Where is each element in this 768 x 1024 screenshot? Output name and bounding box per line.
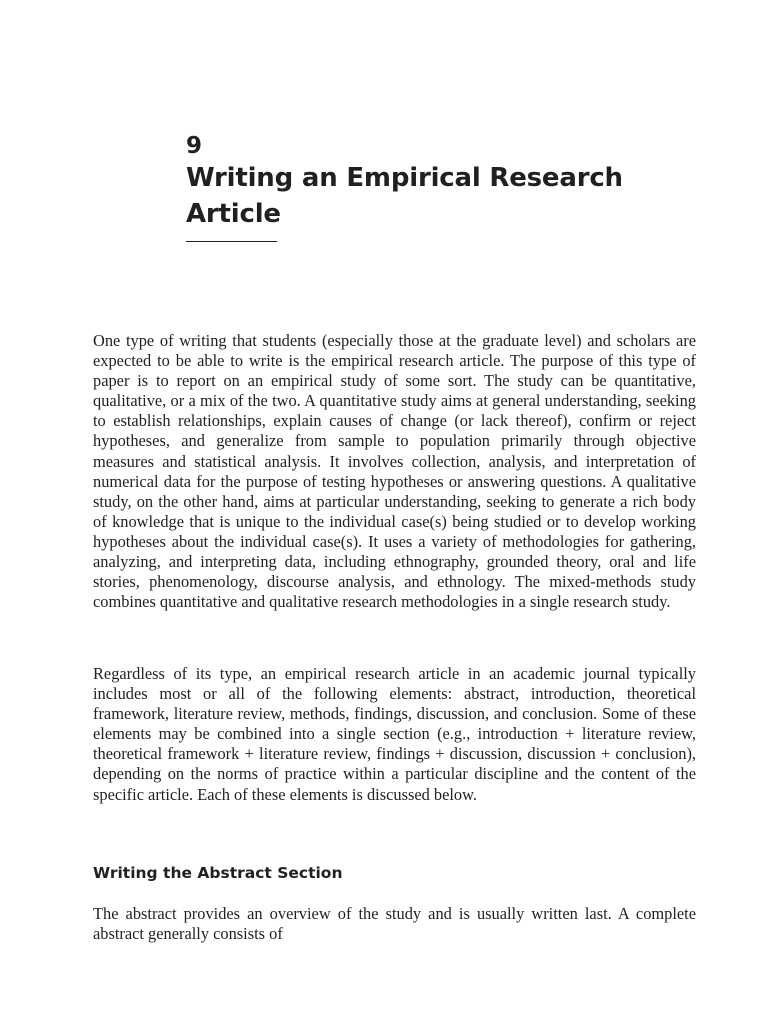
chapter-number: 9 [186, 133, 203, 159]
body-paragraph-intro: One type of writing that students (especially those at the graduate level) and scholars are expected to be able to write is the empirical research article. The purpose of this type of paper is to report on an empirical study of some sort. The study can be quantitative, qualitative, or a mix of the two. A quantitative study aims at general understanding, seeking to establish relationships, explain causes of change (or lack thereof), confirm or reject hypotheses, and generalize from sample to population primarily through objective measures and statistical analysis. It involves collection, analysis, and interpretation of numerical data for the purpose of testing hypotheses or answering questions. A qualitative study, on the other hand, aims at particular understanding, seeking to generate a rich body of knowledge that is unique to the individual case(s) being studied or to develop working hypotheses about the individual case(s). It uses a variety of methodologies for gathering, analyzing, and interpreting data, including ethnography, grounded theory, oral and life stories, phenomenology, discourse analysis, and ethnology. The mixed-methods study combines quantitative and qualitative research methodologies in a single research study. [93, 331, 696, 612]
body-paragraph-abstract: The abstract provides an overview of the study and is usually written last. A complete abstract generally consists of [93, 904, 696, 944]
body-paragraph-elements: Regardless of its type, an empirical research article in an academic journal typically includes most or all of the following elements: abstract, introduction, theoretical framework, literature review, methods, findings, discussion, and conclusion. Some of these elements may be combined into a single section (e.g., introduction + literature review, theoretical framework + literature review, findings + discussion, discussion + conclusion), depending on the norms of practice within a particular discipline and the content of the specific article. Each of these elements is discussed below. [93, 664, 696, 804]
section-heading-abstract: Writing the Abstract Section [93, 864, 343, 882]
title-underline-rule [186, 241, 277, 242]
chapter-title: Writing an Empirical Research Article [186, 163, 623, 229]
